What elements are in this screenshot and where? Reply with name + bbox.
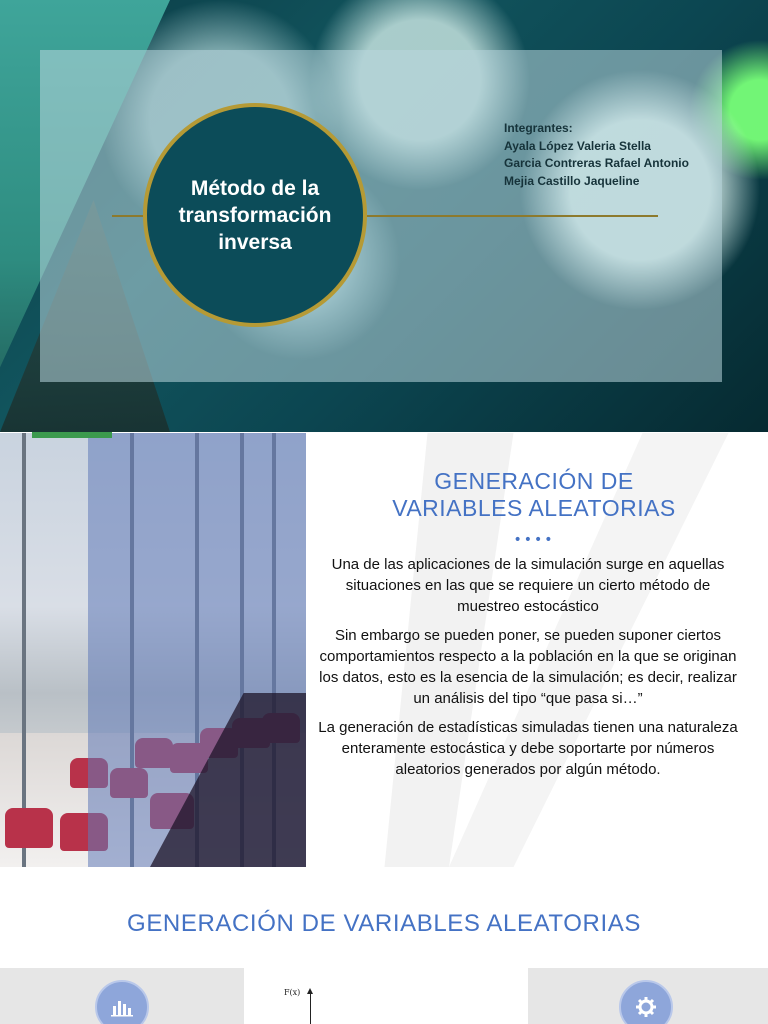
- chair: [5, 808, 53, 848]
- heading-line: VARIABLES ALEATORIAS: [392, 495, 676, 521]
- heading-line: GENERACIÓN DE: [434, 468, 634, 494]
- title-circle: [143, 103, 367, 327]
- content-slide: [0, 433, 768, 867]
- member-name: Ayala López Valeria Stella: [504, 138, 651, 153]
- slide-title: Método de la transformación inversa: [178, 176, 332, 254]
- heading-dots: ••••: [513, 532, 555, 548]
- members-label: Integrantes:: [504, 121, 573, 135]
- section-heading: [318, 468, 738, 522]
- members-block: [504, 120, 689, 190]
- paragraph: Sin embargo se pueden poner, se pueden suponer ciertos comportamientos respecto a la población en la que se originan los datos, esto es la esencia de la simulación; es decir, realizar un análisis del tipo “que pasa si…”: [319, 627, 737, 707]
- window-frame: [22, 433, 26, 867]
- classroom-photo: [0, 433, 306, 867]
- content-text: [318, 468, 738, 788]
- green-accent-bar: [32, 432, 112, 438]
- member-name: Mejia Castillo Jaqueline: [504, 173, 640, 188]
- graph-axis-label: F(x): [284, 988, 301, 997]
- title-slide: [0, 0, 768, 432]
- member-name: Garcia Contreras Rafael Antonio: [504, 156, 689, 170]
- paragraph: La generación de estadísticas simuladas tienen una naturaleza enteramente estocástica y debe soportarte por números aleatorios generados por algún método.: [318, 719, 738, 778]
- graph-y-axis: [310, 992, 311, 1024]
- slide-title: GENERACIÓN DE VARIABLES ALEATORIAS: [127, 910, 641, 937]
- third-slide: [0, 868, 768, 1024]
- paragraph: Una de las aplicaciones de la simulación surge en aquellas situaciones en las que se requiere un cierto método de muestreo estocástico: [331, 556, 725, 615]
